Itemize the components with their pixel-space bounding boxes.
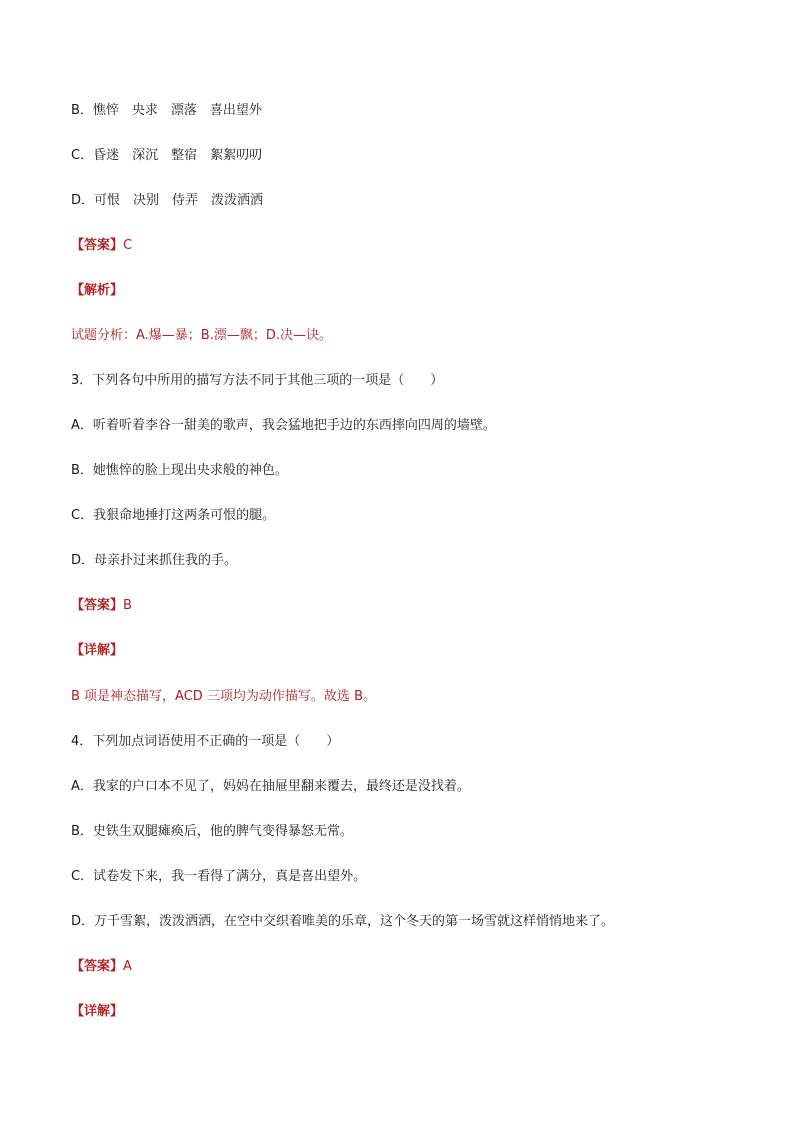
q4-option-b: B．史铁生双腿瘫痪后，他的脾气变得暴怒无常。 [71,824,353,839]
q3-option-d: D．母亲扑过来抓住我的手。 [71,553,238,568]
q4-option-c: C．试卷发下来，我一看得了满分，真是喜出望外。 [71,869,367,884]
answer-value: C [123,238,133,253]
q3-option-c: C．我狠命地捶打这两条可恨的腿。 [71,508,276,523]
q3-option-a: A．听着听着李谷一甜美的歌声，我会猛地把手边的东西摔向四周的墙壁。 [71,418,496,433]
q2-analysis-tag: 【解析】 [71,283,124,298]
q3-answer-line [71,597,132,615]
q2-option-c: C．昏迷 深沉 整宿 絮絮叨叨 [71,148,263,163]
q2-option-b: B．憔悴 央求 漂落 喜出望外 [71,103,262,118]
q3-detail-text: B 项是神态描写，ACD 三项均为动作描写。故选 B。 [71,689,376,704]
q4-option-d: D．万千雪絮，泼泼洒洒，在空中交织着唯美的乐章，这个冬天的第一场雪就这样悄悄地来了。 [71,914,615,929]
q2-answer-line [71,237,132,255]
answer-tag: 【答案】 [71,598,124,613]
q3-detail-tag: 【详解】 [71,643,124,658]
answer-value: B [123,598,132,613]
answer-tag: 【答案】 [71,238,124,253]
q4-detail-tag: 【详解】 [71,1004,124,1019]
q4-answer-line [71,958,132,976]
answer-tag: 【答案】 [71,959,124,974]
q2-analysis-text: 试题分析：A.爆—暴；B.漂—飘；D.决—诀。 [71,328,332,343]
q2-option-d: D．可恨 决别 侍弄 泼泼洒洒 [71,193,264,208]
q3-option-b: B．她憔悴的脸上现出央求般的神色。 [71,463,288,478]
q4-stem: 4．下列加点词语使用不正确的一项是（ ） [71,734,340,749]
q4-option-a: A．我家的户口本不见了，妈妈在抽屉里翻来覆去，最终还是没找着。 [71,779,470,794]
answer-value: A [123,959,132,974]
q3-stem: 3．下列各句中所用的描写方法不同于其他三项的一项是（ ） [71,373,444,388]
